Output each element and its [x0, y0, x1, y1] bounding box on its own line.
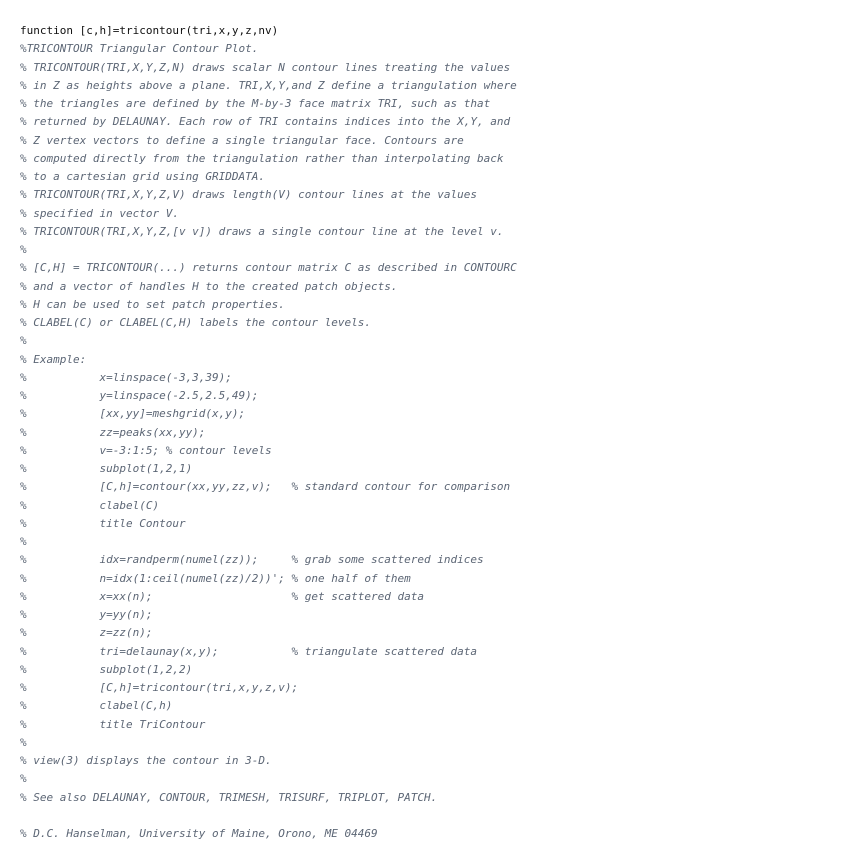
code-editor[interactable] — [20, 22, 840, 843]
comment-line: % [xx,yy]=meshgrid(x,y); — [20, 407, 246, 421]
comment-line: % Z vertex vectors to define a single triangular face. Contours are — [20, 133, 464, 147]
comment-line: % — [20, 243, 27, 256]
comment-line: % clabel(C,h) — [20, 699, 173, 713]
comment-line: % subplot(1,2,1) — [20, 462, 193, 475]
comment-line: % See also DELAUNAY, CONTOUR, TRIMESH, TRISURF, TRIPLOT, PATCH. — [20, 790, 438, 804]
comment-line: % zz=peaks(xx,yy); — [20, 425, 206, 439]
comment-line: % — [20, 535, 27, 548]
comment-line: % title TriContour — [20, 717, 206, 731]
comment-line: % x=linspace(-3,3,39); — [20, 370, 232, 384]
comment-line: % returned by DELAUNAY. Each row of TRI contains indices into the X,Y, and — [20, 115, 511, 129]
comment-line: % idx=randperm(numel(zz)); % grab some scattered indices — [20, 553, 484, 567]
comment-line: % Example: — [20, 352, 87, 366]
comment-line: % the triangles are defined by the M-by-3 face matrix TRI, such as that — [20, 97, 491, 110]
comment-line: % — [20, 735, 27, 749]
comment-line: % view(3) displays the contour in 3-D. — [20, 754, 272, 767]
comment-line: % computed directly from the triangulation rather than interpolating back — [20, 151, 504, 165]
blank-line — [20, 807, 840, 825]
comment-line: % TRICONTOUR(TRI,X,Y,Z,[v v]) draws a single contour line at the level v. — [20, 224, 504, 238]
comment-line: % [C,h]=contour(xx,yy,zz,v); % standard contour for comparison — [20, 480, 511, 494]
code-line: function [c,h]=tricontour(tri,x,y,z,nv) — [20, 24, 279, 37]
comment-line: % y=yy(n); — [20, 608, 153, 621]
comment-line: % n=idx(1:ceil(numel(zz)/2))'; % one half of them — [20, 571, 411, 585]
comment-line: % z=zz(n); — [20, 626, 153, 640]
comment-line: % TRICONTOUR(TRI,X,Y,Z,N) draws scalar N contour lines treating the values — [20, 60, 511, 74]
comment-line: % and a vector of handles H to the created patch objects. — [20, 279, 398, 293]
comment-line: % y=linspace(-2.5,2.5,49); — [20, 389, 259, 402]
comment-line: % subplot(1,2,2) — [20, 662, 193, 676]
comment-line: % x=xx(n); % get scattered data — [20, 589, 424, 603]
comment-line: % — [20, 772, 27, 786]
comment-line: % title Contour — [20, 516, 186, 530]
comment-line: % D.C. Hanselman, University of Maine, Orono, ME 04469 — [20, 827, 378, 840]
comment-line: % tri=delaunay(x,y); % triangulate scattered data — [20, 644, 477, 658]
comment-line: % [C,H] = TRICONTOUR(...) returns contour matrix C as described in CONTOURC — [20, 261, 517, 275]
comment-line: % TRICONTOUR(TRI,X,Y,Z,V) draws length(V) contour lines at the values — [20, 188, 477, 202]
comment-line: % specified in vector V. — [20, 206, 179, 220]
comment-line: %TRICONTOUR Triangular Contour Plot. — [20, 42, 259, 56]
comment-line: % H can be used to set patch properties. — [20, 297, 285, 311]
comment-line: % — [20, 334, 27, 348]
comment-line: % v=-3:1:5; % contour levels — [20, 443, 272, 457]
comment-line: % [C,h]=tricontour(tri,x,y,z,v); — [20, 681, 299, 694]
comment-line: % CLABEL(C) or CLABEL(C,H) labels the contour levels. — [20, 316, 371, 329]
comment-line: % to a cartesian grid using GRIDDATA. — [20, 170, 266, 183]
comment-line: % in Z as heights above a plane. TRI,X,Y,and Z define a triangulation where — [20, 78, 517, 92]
comment-line: % clabel(C) — [20, 498, 160, 512]
